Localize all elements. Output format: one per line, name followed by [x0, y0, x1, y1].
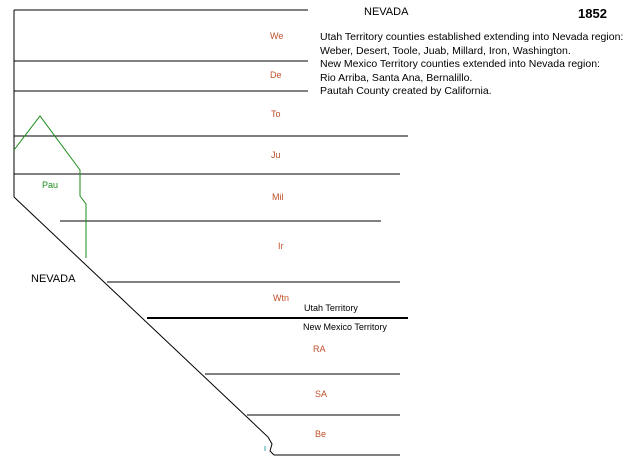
pautah-label: Pau: [42, 180, 59, 190]
county-label-juab: Ju: [271, 150, 281, 160]
county-label-iron: Ir: [278, 241, 284, 251]
note-line: Weber, Desert, Toole, Juab, Millard, Iron, Washington.: [320, 44, 571, 57]
state-label: NEVADA: [31, 273, 76, 285]
map-title: NEVADA: [364, 6, 409, 18]
county-label-desert: De: [270, 70, 282, 80]
county-label-millard: Mil: [272, 192, 284, 202]
county-label-weber: We: [270, 31, 284, 41]
note-line: Pautah County created by California.: [320, 85, 492, 97]
note-line: New Mexico Territory counties extended into Nevada region:: [320, 58, 600, 70]
utah-territory-label: Utah Territory: [304, 303, 358, 313]
county-label-washington: Wtn: [273, 293, 290, 303]
note-line: Rio Arriba, Santa Ana, Bernalillo.: [320, 71, 473, 84]
county-label-rio-arriba: RA: [313, 344, 326, 354]
southwest-diagonal-border: [14, 197, 274, 455]
county-label-santa-ana: SA: [315, 389, 328, 399]
county-label-toole: To: [271, 109, 281, 119]
note-line: Utah Territory counties established extending into Nevada region:: [320, 31, 624, 43]
county-label-bernalillo: Be: [315, 429, 327, 439]
year-label: 1852: [578, 6, 607, 21]
new-mexico-territory-label: New Mexico Territory: [303, 322, 387, 332]
notes-block: [320, 31, 623, 99]
